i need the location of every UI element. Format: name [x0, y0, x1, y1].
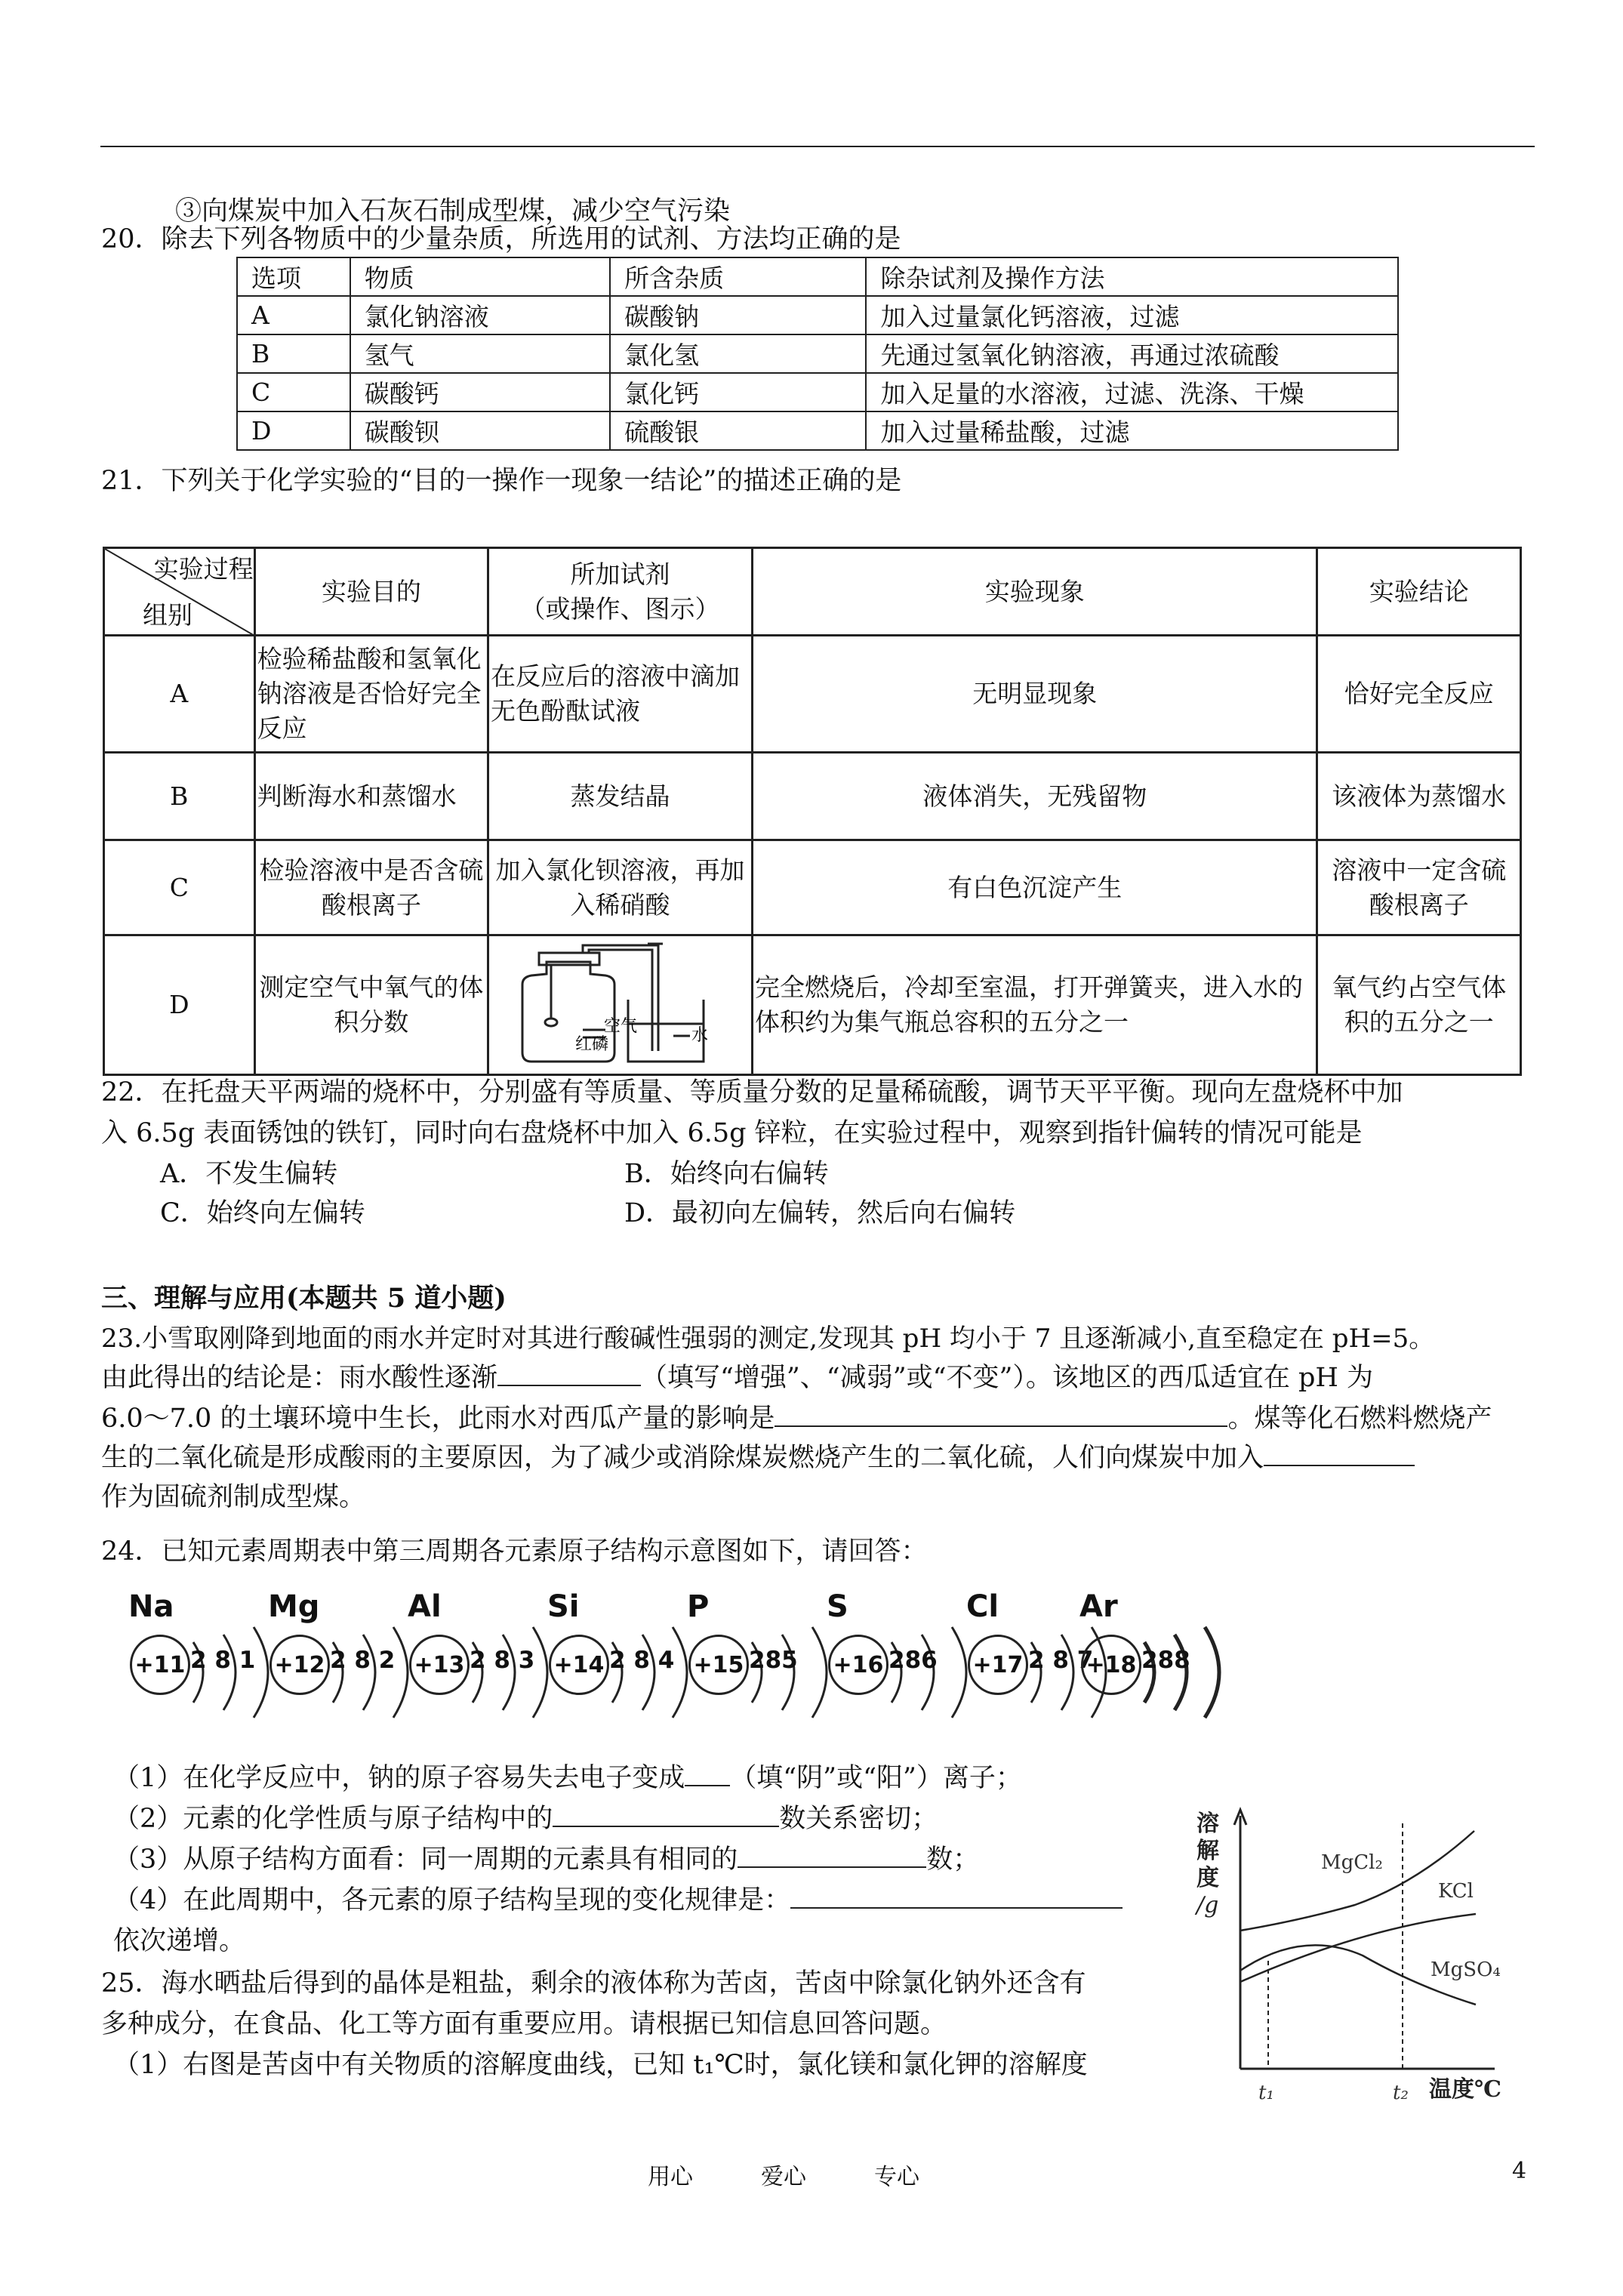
text: 数关系密切； — [779, 1804, 938, 1834]
text: （2）元素的化学性质与原子结构中的 — [113, 1804, 553, 1834]
table-cell: 氯化氢 — [610, 334, 866, 373]
text: （3）从原子结构方面看：同一周期的元素具有相同的 — [113, 1845, 738, 1875]
nucleus: +17 — [968, 1635, 1028, 1695]
q24-stem: 24．已知元素周期表中第三周期各元素原子结构示意图如下，请回答： — [101, 1536, 928, 1567]
q23-line4 — [101, 1439, 1415, 1477]
table-cell: 氯化钠溶液 — [350, 296, 610, 334]
table-header-cell: 实验结论 — [1317, 548, 1521, 636]
q21-stem: 21．下列关于化学实验的“目的一操作一现象一结论”的描述正确的是 — [101, 466, 902, 496]
answer-blank[interactable] — [685, 1761, 730, 1786]
element-symbol: Ar — [1079, 1589, 1118, 1624]
ylabel-char: 解 — [1196, 1838, 1219, 1864]
table-row — [104, 636, 1521, 753]
electron-count: 288 — [1141, 1647, 1190, 1674]
text: 6.0～7.0 的土壤环境中生长，此雨水对西瓜产量的影响是 — [101, 1404, 775, 1434]
table-row — [237, 411, 1398, 450]
table-header-cell: 实验目的 — [254, 548, 488, 636]
element-symbol: Mg — [268, 1589, 320, 1624]
table-row — [104, 935, 1521, 1075]
operation-cell: 在反应后的溶液中滴加无色酚酞试液 — [488, 636, 753, 753]
table-header-cell — [488, 548, 753, 636]
group-cell: B — [104, 753, 255, 840]
group-cell: C — [104, 840, 255, 935]
electron-count: 2 8 7 — [1028, 1647, 1094, 1674]
series-label-mgcl2: MgCl₂ — [1321, 1851, 1383, 1874]
table-header-row — [237, 257, 1398, 296]
q22-option-b: B．始终向右偏转 — [624, 1159, 829, 1189]
apparatus-cell — [488, 935, 753, 1075]
nucleus: +11 — [130, 1635, 190, 1695]
header-line: （或操作、图示） — [520, 593, 720, 624]
q24-sub1 — [113, 1759, 1022, 1797]
q23-line2 — [101, 1359, 1373, 1397]
q24-sub4 — [113, 1881, 1123, 1919]
atom-diagrams — [121, 1589, 1238, 1748]
nucleus: +18 — [1081, 1635, 1141, 1695]
electron-count: 285 — [749, 1647, 798, 1674]
oxygen-apparatus-diagram — [492, 939, 749, 1071]
q22-stem-line2: 入 6.5g 表面锈蚀的铁钉，同时向右盘烧杯中加入 6.5g 锌粒，在实验过程中，观察到指针偏转的情况可能是 — [101, 1118, 1363, 1148]
purpose-cell: 判断海水和蒸馏水 — [254, 753, 488, 840]
table-row — [237, 373, 1398, 411]
q23-line5: 作为固硫剂制成型煤。 — [101, 1482, 366, 1512]
text: （4）在此周期中，各元素的原子结构呈现的变化规律是： — [113, 1885, 791, 1915]
answer-blank[interactable] — [553, 1801, 779, 1827]
table-header-cell: 物质 — [350, 257, 610, 296]
table-cell: 碳酸钙 — [350, 373, 610, 411]
ylabel-char: 溶 — [1196, 1811, 1219, 1837]
element-symbol: P — [687, 1589, 710, 1624]
phenomenon-cell: 无明显现象 — [753, 636, 1317, 753]
table-cell: 硫酸银 — [610, 411, 866, 450]
element-symbol: S — [827, 1589, 848, 1624]
q21-table — [103, 547, 1522, 1076]
water-label: 水 — [691, 1025, 708, 1045]
table-cell: 加入过量氯化钙溶液，过滤 — [866, 296, 1398, 334]
table-row — [237, 334, 1398, 373]
q24-sub4-end: 依次递增。 — [113, 1926, 246, 1956]
electron-count: 2 8 3 — [470, 1647, 535, 1674]
answer-blank[interactable] — [497, 1361, 641, 1386]
electron-count: 2 8 4 — [609, 1647, 675, 1674]
element-symbol: Al — [408, 1589, 442, 1624]
header-rule — [100, 146, 1535, 147]
q23-line1: 23.小雪取刚降到地面的雨水并定时对其进行酸碱性强弱的测定,发现其 pH 均小于 7 且逐渐减小,直至稳定在 pH=5。 — [101, 1324, 1435, 1354]
section-heading: 三、理解与应用(本题共 5 道小题) — [101, 1283, 507, 1314]
table-cell: 氯化钙 — [610, 373, 866, 411]
solubility-graph — [1189, 1801, 1521, 2118]
answer-blank[interactable] — [775, 1401, 1227, 1427]
phosphorus-label: 红磷 — [574, 1034, 608, 1054]
text: 由此得出的结论是：雨水酸性逐渐 — [101, 1363, 498, 1393]
q25-line1: 25．海水晒盐后得到的晶体是粗盐，剩余的液体称为苦卤，苦卤中除氯化钠外还含有 — [101, 1968, 1086, 1999]
purpose-cell: 检验溶液中是否含硫酸根离子 — [254, 840, 488, 935]
q22-option-c: C．始终向左偏转 — [160, 1198, 365, 1228]
table-cell: A — [237, 296, 350, 334]
q24-sub3 — [113, 1841, 979, 1878]
q25-line3: （1）右图是苦卤中有关物质的溶解度曲线，已知 t₁℃时，氯化镁和氯化钾的溶解度 — [113, 2050, 1088, 2080]
table-header-row — [104, 548, 1521, 636]
q19-item3: ③向煤炭中加入石灰石制成型煤，减少空气污染 — [175, 196, 731, 227]
air-label: 空气 — [603, 1016, 637, 1036]
conclusion-cell: 恰好完全反应 — [1317, 636, 1521, 753]
phenomenon-cell: 有白色沉淀产生 — [753, 840, 1317, 935]
purpose-cell: 检验稀盐酸和氢氧化钠溶液是否恰好完全反应 — [254, 636, 488, 753]
answer-blank[interactable] — [1264, 1441, 1415, 1466]
table-header-cell: 实验现象 — [753, 548, 1317, 636]
conclusion-cell: 该液体为蒸馏水 — [1317, 753, 1521, 840]
text: （1）在化学反应中，钠的原子容易失去电子变成 — [113, 1763, 685, 1793]
ylabel-char: 度 — [1196, 1865, 1219, 1891]
group-cell: D — [104, 935, 255, 1075]
corner-cell — [104, 548, 255, 636]
table-row — [104, 753, 1521, 840]
operation-cell: 加入氯化钡溶液，再加入稀硝酸 — [488, 840, 753, 935]
header-line: 所加试剂 — [570, 559, 670, 589]
table-header-cell: 选项 — [237, 257, 350, 296]
element-symbol: Si — [547, 1589, 580, 1624]
q23-line3 — [101, 1400, 1492, 1438]
phenomenon-cell: 完全燃烧后，冷却至室温，打开弹簧夹，进入水的体积约为集气瓶总容积的五分之一 — [753, 935, 1317, 1075]
element-symbol: Cl — [966, 1589, 999, 1624]
conclusion-cell: 氧气约占空气体积的五分之一 — [1317, 935, 1521, 1075]
q22-stem-line1: 22．在托盘天平两端的烧杯中，分别盛有等质量、等质量分数的足量稀硫酸，调节天平平衡。现向左盘烧杯中加 — [101, 1077, 1403, 1108]
text: 数； — [926, 1845, 980, 1875]
purpose-cell: 测定空气中氧气的体积分数 — [254, 935, 488, 1075]
operation-cell: 蒸发结晶 — [488, 753, 753, 840]
answer-blank[interactable] — [738, 1842, 926, 1868]
group-cell: A — [104, 636, 255, 753]
nucleus: +14 — [549, 1635, 609, 1695]
q22-option-a: A．不发生偏转 — [160, 1159, 338, 1189]
atom-ar — [1072, 1589, 1238, 1748]
q22-option-d: D．最初向左偏转，然后向右偏转 — [624, 1198, 1016, 1228]
q20-table — [236, 257, 1399, 451]
electron-count: 2 8 1 — [190, 1647, 256, 1674]
table-cell: 氢气 — [350, 334, 610, 373]
table-row — [104, 840, 1521, 935]
q25-line2: 多种成分，在食品、化工等方面有重要应用。请根据已知信息回答问题。 — [101, 2009, 947, 2039]
q20-stem: 20．除去下列各物质中的少量杂质，所选用的试剂、方法均正确的是 — [101, 224, 901, 254]
text: （填“阴”或“阳”）离子； — [730, 1763, 1022, 1793]
t1-label: t₁ — [1258, 2082, 1274, 2104]
nucleus: +16 — [828, 1635, 888, 1695]
t2-label: t₂ — [1393, 2082, 1409, 2104]
table-row — [237, 296, 1398, 334]
table-cell: 加入足量的水溶液，过滤、洗涤、干燥 — [866, 373, 1398, 411]
table-cell: C — [237, 373, 350, 411]
table-cell: D — [237, 411, 350, 450]
conclusion-cell: 溶液中一定含硫酸根离子 — [1317, 840, 1521, 935]
answer-blank[interactable] — [790, 1883, 1123, 1909]
q24-sub2 — [113, 1800, 938, 1838]
table-cell: 碳酸钠 — [610, 296, 866, 334]
electron-count: 2 8 2 — [330, 1647, 396, 1674]
xlabel: 温度℃ — [1429, 2076, 1501, 2103]
element-symbol: Na — [128, 1589, 174, 1624]
text: 生的二氧化硫是形成酸雨的主要原因，为了减少或消除煤炭燃烧产生的二氧化硫，人们向煤炭中加入 — [101, 1443, 1264, 1473]
nucleus: +12 — [269, 1635, 330, 1695]
ylabel-char: /g — [1196, 1892, 1219, 1918]
text: （填写“增强”、“减弱”或“不变”）。该地区的西瓜适宜在 pH 为 — [641, 1363, 1374, 1393]
table-header-cell: 所含杂质 — [610, 257, 866, 296]
page-number: 4 — [1512, 2158, 1527, 2184]
table-cell: 碳酸钡 — [350, 411, 610, 450]
table-cell: B — [237, 334, 350, 373]
text: 。煤等化石燃料燃烧产 — [1227, 1404, 1492, 1434]
phenomenon-cell: 液体消失，无残留物 — [753, 753, 1317, 840]
corner-bottom-label: 组别 — [143, 600, 192, 630]
nucleus: +13 — [409, 1635, 470, 1695]
electron-count: 286 — [888, 1647, 938, 1674]
series-label-mgso4: MgSO₄ — [1431, 1959, 1501, 1981]
table-header-cell: 除杂试剂及操作方法 — [866, 257, 1398, 296]
series-label-kcl: KCl — [1438, 1880, 1474, 1903]
table-cell: 加入过量稀盐酸，过滤 — [866, 411, 1398, 450]
footer-motto: 用心 爱心 专心 — [648, 2164, 919, 2190]
nucleus: +15 — [688, 1635, 749, 1695]
table-cell: 先通过氢氧化钠溶液，再通过浓硫酸 — [866, 334, 1398, 373]
corner-top-label: 实验过程 — [153, 554, 254, 584]
